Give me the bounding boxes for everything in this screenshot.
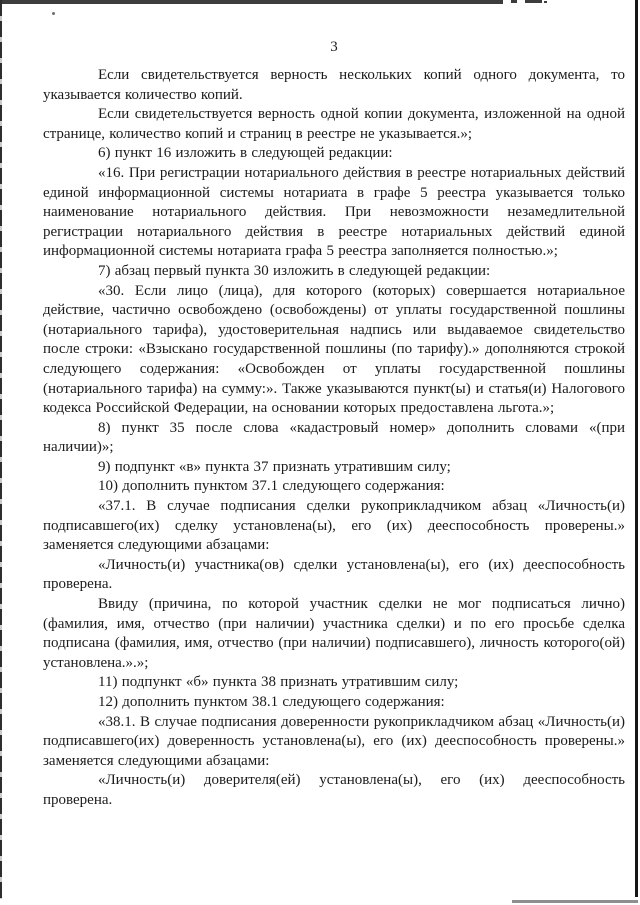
scan-edge-top-dot	[544, 1, 547, 3]
paragraph: Если свидетельствуется верность нескольких копий одного документа, то указывается количество копий.	[43, 67, 625, 103]
paragraph: «37.1. В случае подписания сделки рукоприкладчиком абзац «Личность(и) подписавшего(их) сделку установлена(ы), его (их) дееспособность проверены.» заменяется следующими абзацами:	[43, 498, 625, 554]
scan-speck	[52, 12, 55, 15]
paragraph: «Личность(и) доверителя(ей) установлена(ы), его (их) дееспособность проверена.	[43, 772, 625, 808]
scan-edge-bottom	[512, 900, 638, 903]
scan-edge-left	[0, 0, 2, 899]
paragraph: 11) подпункт «б» пункта 38 признать утратившим силу;	[98, 674, 459, 691]
scan-edge-top-dash	[525, 0, 542, 3]
paragraph: 10) дополнить пунктом 37.1 следующего содержания:	[98, 478, 445, 495]
paragraph: Если свидетельствуется верность одной копии документа, изложенной на одной странице, количество копий и страниц в реестре не указывается.»;	[43, 106, 625, 142]
paragraph: 6) пункт 16 изложить в следующей редакции:	[98, 145, 393, 162]
document-body	[43, 66, 625, 811]
paragraph: «30. Если лицо (лица), для которого (которых) совершается нотариальное действие, частично освобождено (освобождены) от уплаты государственной пошлины (нотариального тарифа), удостоверительная надпись или выдаваемое свидетельство после строки: «Взыскано государственной пошлины (по тарифу).» дополняются строкой следующего содержания: «Освобожден от уплаты государственной пошлины (нотариального тарифа) на сумму:». Также указываются пункт(ы) и статья(и) Налогового кодекса Российской Федерации, на основании которых предоставлена льгота.»;	[43, 282, 625, 417]
paragraph: 7) абзац первый пункта 30 изложить в следующей редакции:	[98, 262, 491, 279]
page-number: 3	[330, 39, 338, 55]
paragraph: 9) подпункт «в» пункта 37 признать утратившим силу;	[98, 458, 451, 475]
scan-edge-top	[0, 0, 503, 4]
paragraph: 8) пункт 35 после слова «кадастровый номер» дополнить словами «(при наличии)»;	[43, 419, 625, 456]
paragraph: «38.1. В случае подписания доверенности рукоприкладчиком абзац «Личность(и) подписавшего(их) доверенность установлена(ы), его (их) дееспособность проверены.» заменяется следующими абзацами:	[43, 713, 625, 769]
paragraph: Ввиду (причина, по которой участник сделки не мог подписаться лично) (фамилия, имя, отчество (при наличии) участника сделки) и по его просьбе сделка подписана (фамилия, имя, отчество (при наличии) подписавшего), личность которого(ой) установлена.».»;	[43, 596, 625, 671]
paragraph: «16. При регистрации нотариального действия в реестре нотариальных действий единой информационной системы нотариата в графе 5 реестра указывается только наименование нотариального действия. При невозможности незамедлительной регистрации нотариального действия в реестре нотариальных действий единой информационной системы нотариата графа 5 реестра заполняется полностью.»;	[43, 164, 625, 260]
scan-edge-right	[635, 0, 638, 897]
paragraph: «Личность(и) участника(ов) сделки установлена(ы), его (их) дееспособность проверена.	[43, 556, 625, 593]
scan-edge-top-dash	[511, 0, 517, 3]
paragraph: 12) дополнить пунктом 38.1 следующего содержания:	[98, 694, 445, 710]
